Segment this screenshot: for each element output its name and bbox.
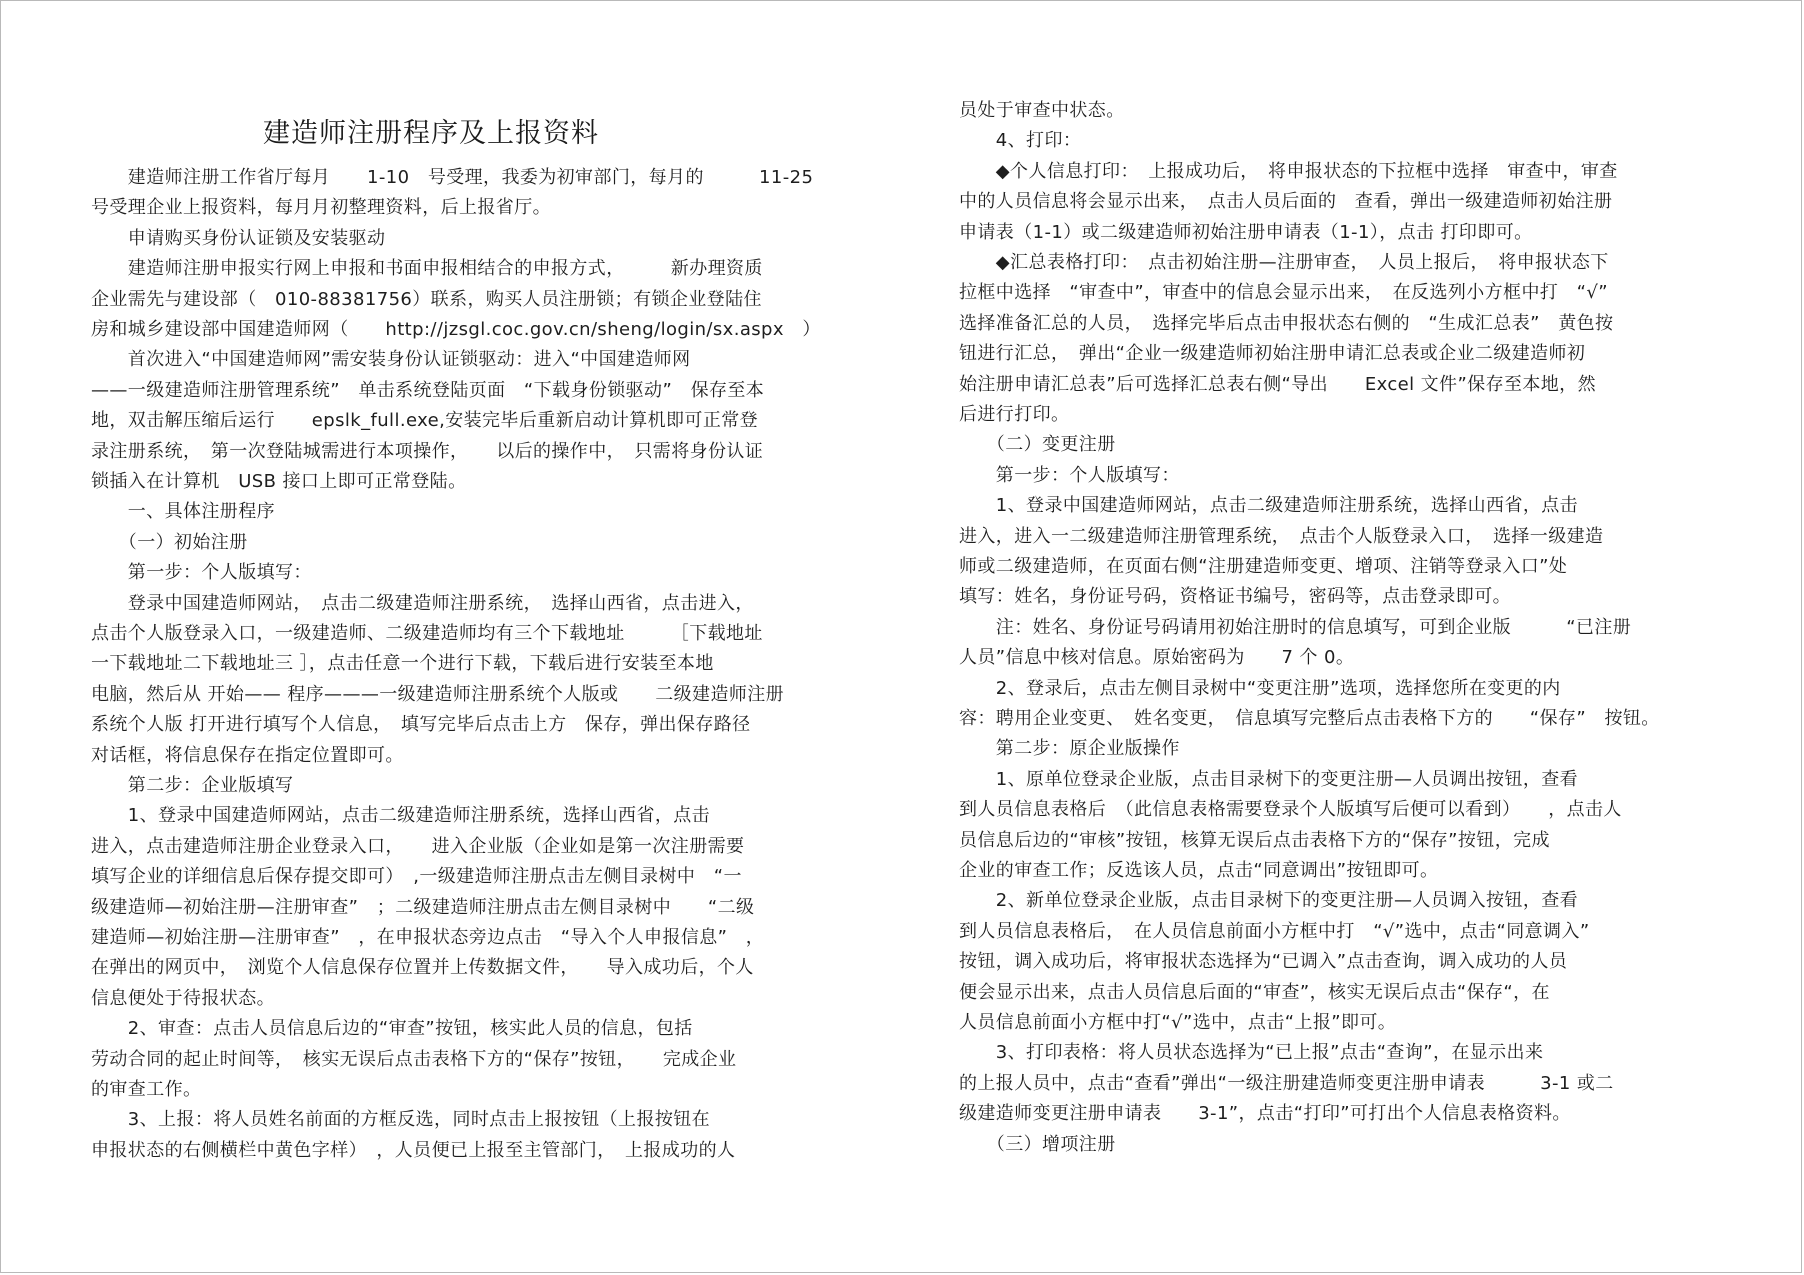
text-line: 地，双击解压缩后运行 epslk_full.exe,安装完毕后重新启动计算机即可正常登 xyxy=(91,410,759,432)
text-line: ——一级建造师注册管理系统” 单击系统登陆页面 “下载身份锁驱动” 保存至本 xyxy=(91,379,765,401)
text-line: 人员信息前面小方框中打“√”选中，点击“上报”即可。 xyxy=(959,1012,1397,1033)
text-line: 的上报人员中，点击“查看”弹出“一级注册建造师变更注册申请表 3-1 或二 xyxy=(959,1072,1614,1094)
text-line: 申请表（1-1）或二级建造师初始注册申请表（1-1），点击 打印即可。 xyxy=(959,221,1533,243)
text-line: 选择准备汇总的人员， 选择完毕后点击申报状态右侧的 “生成汇总表” 黄色按 xyxy=(959,312,1614,334)
text-line: ◆汇总表格打印： 点击初始注册—注册审查， 人员上报后， 将申报状态下 xyxy=(959,252,1609,273)
text-line: 点击个人版登录入口，一级建造师、二级建造师均有三个下载地址 ［下载地址 xyxy=(91,623,763,644)
text-line: （二）变更注册 xyxy=(959,434,1116,456)
text-line: 容：聘用企业变更、 姓名变更， 信息填写完整后点击表格下方的 “保存” 按钮。 xyxy=(959,708,1660,729)
text-line: 级建造师—初始注册—注册审查” ；二级建造师注册点击左侧目录树中 “二级 xyxy=(91,896,755,918)
text-line: 后进行打印。 xyxy=(959,404,1070,425)
text-line: （一）初始注册 xyxy=(91,531,248,553)
text-line: 1、登录中国建造师网站，点击二级建造师注册系统，选择山西省，点击 xyxy=(91,805,711,827)
text-line: （三）增项注册 xyxy=(959,1133,1116,1155)
text-line: 一下载地址二下载地址三 ］，点击任意一个进行下载，下载后进行安装至本地 xyxy=(91,653,714,675)
text-line: 在弹出的网页中， 浏览个人信息保存位置并上传数据文件， 导入成功后，个人 xyxy=(91,957,754,979)
document-title: 建造师注册程序及上报资料 xyxy=(263,118,599,149)
text-line: 人员”信息中核对信息。原始密码为 7 个 0。 xyxy=(959,647,1355,669)
text-line: 申请购买身份认证锁及安装驱动 xyxy=(91,227,386,249)
text-line: 3、上报：将人员姓名前面的方框反选，同时点击上报按钮（上报按钮在 xyxy=(91,1109,711,1131)
text-line: 第一步：个人版填写： xyxy=(959,464,1180,486)
text-line: 进入，进入一二级建造师注册管理系统， 点击个人版登录入口， 选择一级建造 xyxy=(959,525,1604,547)
text-line: 中的人员信息将会显示出来， 点击人员后面的 查看，弹出一级建造师初始注册 xyxy=(959,191,1613,213)
text-line: 1、原单位登录企业版，点击目录树下的变更注册—人员调出按钮，查看 xyxy=(959,768,1579,790)
text-line: 员处于审查中状态。 xyxy=(959,100,1125,121)
text-line: 4、打印： xyxy=(959,130,1082,152)
text-line: 3、打印表格：将人员状态选择为“已上报”点击“查询”，在显示出来 xyxy=(959,1042,1544,1064)
text-line: 劳动合同的起止时间等， 核实无误后点击表格下方的“保存”按钮， 完成企业 xyxy=(91,1048,737,1070)
text-line: 号受理企业上报资料，每月月初整理资料，后上报省厅。 xyxy=(91,197,551,219)
text-line: 企业的审查工作；反选该人员，点击“同意调出”按钮即可。 xyxy=(959,860,1439,881)
text-line: 拉框中选择 “审查中”，审查中的信息会显示出来， 在反选列小方框中打 “√” xyxy=(959,282,1608,304)
text-line: 登录中国建造师网站， 点击二级建造师注册系统， 选择山西省，点击进入， xyxy=(91,592,754,614)
text-line: 首次进入“中国建造师网”需安装身份认证锁驱动：进入“中国建造师网 xyxy=(91,349,691,371)
text-line: 录注册系统， 第一次登陆城需进行本项操作， 以后的操作中， 只需将身份认证 xyxy=(91,440,764,462)
text-line: 始注册申请汇总表”后可选择汇总表右侧“导出 Excel 文件”保存至本地，然 xyxy=(959,373,1596,395)
text-line: 建造师注册工作省厅每月 1-10 号受理，我委为初审部门，每月的 11-25 xyxy=(91,167,814,188)
text-line: 到人员信息表格后， 在人员信息前面小方框中打 “√”选中，点击“同意调入” xyxy=(959,920,1590,942)
text-line: 锁插入在计算机 USB 接口上即可正常登陆。 xyxy=(91,471,467,492)
text-line: 第二步：企业版填写 xyxy=(91,775,294,796)
text-line: 2、登录后，点击左侧目录树中“变更注册”选项，选择您所在变更的内 xyxy=(959,677,1561,699)
text-line: 一、具体注册程序 xyxy=(91,501,275,523)
text-line: 到人员信息表格后 （此信息表格需要登录个人版填写后便可以看到） ，点击人 xyxy=(959,799,1622,821)
text-line: 进入，点击建造师注册企业登录入口， 进入企业版（企业如是第一次注册需要 xyxy=(91,835,745,857)
text-line: 电脑，然后从 开始—— 程序———一级建造师注册系统个人版或 二级建造师注册 xyxy=(91,683,785,705)
text-line: 系统个人版 打开进行填写个人信息， 填写完毕后点击上方 保存，弹出保存路径 xyxy=(91,714,751,736)
text-line: 第一步：个人版填写： xyxy=(91,562,312,584)
text-line: 注：姓名、身份证号码请用初始注册时的信息填写，可到企业版 “已注册 xyxy=(959,616,1632,638)
text-line: 企业需先与建设部（ 010-88381756）联系，购买人员注册锁；有锁企业登陆住 xyxy=(91,288,762,310)
text-line: 钮进行汇总， 弹出“企业一级建造师初始注册申请汇总表或企业二级建造师初 xyxy=(959,343,1586,365)
text-line: 房和城乡建设部中国建造师网（ http://jzsgl.coc.gov.cn/sheng/login/sx.aspx ） xyxy=(91,319,821,340)
text-line: 建造师—初始注册—注册审查” ，在申报状态旁边点击 “导入个人申报信息” ， xyxy=(91,927,765,948)
text-line: 1、登录中国建造师网站，点击二级建造师注册系统，选择山西省，点击 xyxy=(959,495,1579,517)
text-line: 第二步：原企业版操作 xyxy=(959,738,1180,760)
text-line: 建造师注册申报实行网上申报和书面申报相结合的申报方式， 新办理资质 xyxy=(91,258,763,280)
text-line: 师或二级建造师，在页面右侧“注册建造师变更、增项、注销等登录入口”处 xyxy=(959,556,1568,577)
text-line: ◆个人信息打印： 上报成功后， 将申报状态的下拉框中选择 审查中，审查 xyxy=(959,160,1618,182)
text-line: 便会显示出来，点击人员信息后面的“审查”，核实无误后点击“保存“，在 xyxy=(959,981,1550,1003)
text-line: 申报状态的右侧横栏中黄色字样） ，人员便已上报至主管部门， 上报成功的人 xyxy=(91,1139,736,1161)
text-line: 2、新单位登录企业版，点击目录树下的变更注册—人员调入按钮，查看 xyxy=(959,890,1579,912)
text-line: 填写：姓名，身份证号码，资格证书编号，密码等，点击登录即可。 xyxy=(959,586,1511,608)
text-line: 按钮，调入成功后，将审报状态选择为“已调入”点击查询，调入成功的人员 xyxy=(959,951,1568,973)
text-line: 的审查工作。 xyxy=(91,1079,202,1100)
text-line: 员信息后边的“审核”按钮，核算无误后点击表格下方的“保存”按钮，完成 xyxy=(959,829,1550,851)
text-line: 信息便处于待报状态。 xyxy=(91,987,275,1009)
text-line: 填写企业的详细信息后保存提交即可） ,一级建造师注册点击左侧目录树中 “一 xyxy=(91,866,742,888)
text-line: 级建造师变更注册申请表 3-1”，点击“打印”可打出个人信息表格资料。 xyxy=(959,1103,1571,1125)
text-line: 对话框，将信息保存在指定位置即可。 xyxy=(91,744,404,766)
text-line: 2、审查：点击人员信息后边的“审查”按钮，核实此人员的信息，包括 xyxy=(91,1018,693,1040)
